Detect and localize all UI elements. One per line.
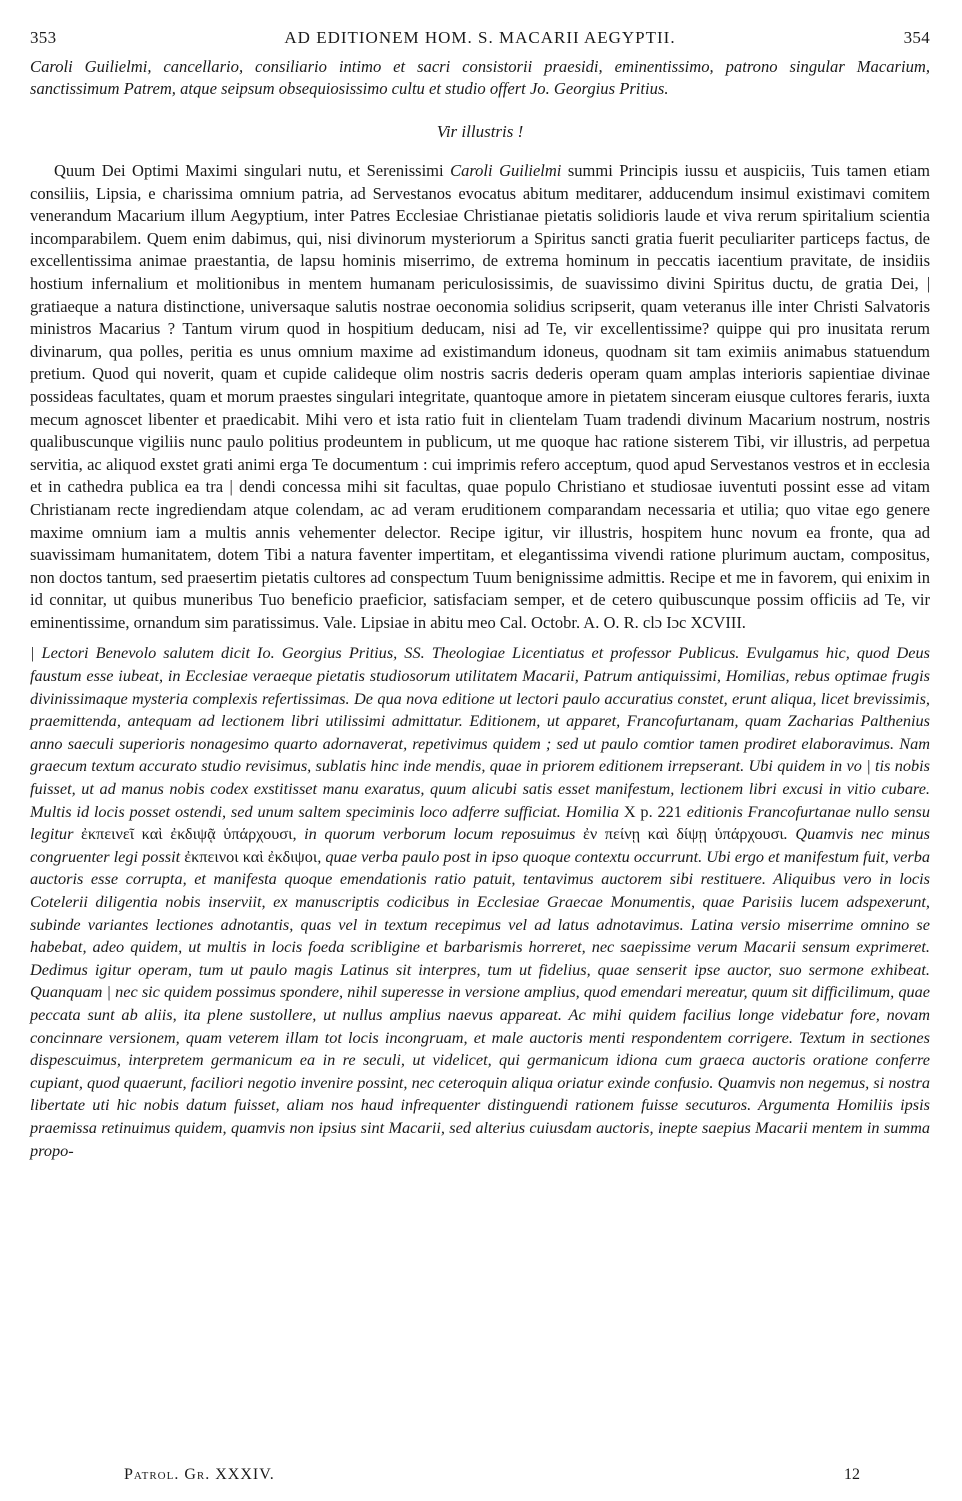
body-intro: Quum Dei Optimi Maximi singulari nutu, et Serenissimi xyxy=(54,161,444,180)
running-head xyxy=(30,28,930,56)
preface-part-1: | Lectori Benevolo salutem dicit Io. Georgius Pritius, SS. Theologiae Licentiatus et professor Publicus. Evulgamus hic, quod Deus faustum esse iubeat, in Ecclesiae veraeque pietatis studiosorum utilitatem Macarii, Patrum antiquissimi, Homilias, rebus optimae frugis divinissimaque mysteria complexis refertissimas. De qua nova editione ut lectori paulo accuratius constet, erunt aliqua, licet brevissimis, praemittenda, antequam ad lectionem libri utilissimi admittatur. Editionem, ut apparet, Francofurtanam, quam Zacharias Palthenius anno saeculi superioris nonagesimo quarto adornaverat, repetivimus quidem ; sed ut paulo comtior tamen prodiret elaboravimus. Nam graecum textum accurato studio revisimus, sublatis hinc inde mendis, quae in priorem editionem irrepserant. Ubi quidem in vo | tis nobis fuisset, ut ad manus nobis codex exstitisset manu exaratus, quum alicubi satis esset manifestum, lectionem libri excusi in vitio cubare. Multis id locis posset ostendi, sed unum saltem speciminis loco adferre sufficiat. Homilia xyxy=(30,643,930,821)
preface-part-3: , in quorum verborum locum reposuimus xyxy=(292,824,576,844)
preface-part-4: . Quamvis nec minus congruenter legi possit xyxy=(30,824,930,866)
letter-body xyxy=(30,160,930,634)
greek-phrase-1: ἐκπεινεῖ καὶ ἐκδιψᾷ ὑπάρχουσι xyxy=(81,824,293,844)
page-footer xyxy=(30,1466,930,1484)
salutation: Vir illustris ! xyxy=(436,122,524,141)
preface-part-5: , quae verba paulo post in ipso quoque contextu occurrunt. Ubi ergo et manifestum fuit, verba auctoris esse corrupta, et manifesta quoque emendationis ratio patuit, tentavimus auctorem sibi restituere. Aliquibus vero in locis Coteleriі diligentia nobis inserviit, ex manuscriptis codicibus in Ecclesiae Graecae Monumentis, quae Parisiis lucem adspexerunt, subinde variantes lectiones adnotantis, quas vel in textum recepimus vel ad latus adnotavimus. Latina versio miserrime omnino se habebat, adeo quidem, ut multis in locis foeda scribligine et barbarismis horreret, nec saepissime verum Macarii sensum exprimeret. Dedimus igitur operam, tum ut paulo magis Latinus sit interpres, tum ut fidelius, quae senserit ipse auctor, suo sermone exhibeat. Quanquam | nec sic quidem possimus spondere, nihil superesse in versione amplius, quod emendari mereatur, quum sit difficilimum, quae peccata sunt ab aliis, ita plene sustollere, ut nullus amplius naevus appareat. Ac mihi quidem facilius longe videbatur fore, novam concinnare versionem, quam veterem illam tot locis incongruam, et male auctoris menti respondentem corrigere. Textum in sectiones dispescuimus, interpretem germanicum ea in re seculi, ut videlicet, qui germanicum idiona cum graeca auctoris oratione conferre cupiant, quod quaerunt, faciliori negotio invenire possint, nec ceteroquin aliqua oriatur exinde confusio. Quamvis non negemus, si nostra libertate uti hic nobis datum fuisset, aliam nos haud infrequenter distinguendi rationem fuisse secuturos. Argumenta Homiliis ipsis praemissa retinuimus quidem, quamvis non ipsius sint Macarii, sed alterius cuiusdam auctoris, inepte saepius Macarii mentem in summa propo- xyxy=(30,846,930,1160)
greek-phrase-2: ἐν πείνῃ καὶ δίψῃ ὑπάρχουσι xyxy=(582,824,784,844)
greek-phrase-3: ἐκπεινοι καὶ ἐκδιψοι xyxy=(184,846,318,866)
dedication: Caroli Guilielmi, cancellario, consiliario intimo et sacri consistorii praesidi, eminentissimo, patrono singular Macarium, sanctissimum Patrem, atque seipsum obsequiosissimo cultu et studio offert Jo. Georgius Pritius. xyxy=(30,57,930,98)
column-number-right: 354 xyxy=(903,28,930,47)
page-title: AD EDITIONEM HOM. S. MACARII AEGYPTII. xyxy=(284,28,676,47)
body-main: summi Principis iussu et auspiciis, Tuis tamen etiam consiliis, Lipsia, e charissima omnium patria, ad Servestanos evocatus abitum meditarer, adducendum insimul existimavi comitem venerandum Macarium illum Aegyptium, inter Patres Ecclesiae Christianae pietatis solidioris laude et viva rerum spiritalium scientia incomparabilem. Quem enim dabimus, qui, nisi divinorum mysteriorum a Spiritus sancti gratia fuerit peculiariter particeps factus, de excellentissima animae praestantia, de lapsu hominis miserrimo, de extrema hominum in peccatis iacentium pravitate, de insidiis hostium infernalium et molitionibus in mentem humanam periculosissimis, de suavissimo divini Spiritus ductu, de gratia Dei, | gratiaeque a natura distinctione, universaque salutis nostrae oeconomia solidius scripserit, quam veteranus ille inter Christi Salvatoris ministros Macarius ? Tantum virum quod in hospitium deducam, nisi ad Te, vir excellentissime? quippe qui pro inusitata rerum divinarum, qua polles, peritia es unus omnium maxime ad existimandum idoneus, quodnam sit tam eximiis animabus statuendum pretium. Quod qui noverit, quam et cupide calideque olim nostris sacris dederis operam quam amplas interioris sapientiae divinae possideas facultates, quam et morum praestes singulari integritate, quantoque amore in pietatem sinceram eiusque cultores feraris, iuxta mecum agnoscet libenter et praedicabit. Mihi vero et ista ratio fuit in clientelam Tuam tradendi divinum Macarium nostrum, nostris qualibuscunque vigiliis nunc paulo politius prodeuntem in publicum, ut me quoque hac ratione sisterem Tibi, vir illustris, ad perpetua servitia, ac aliquod exstet grati animi erga Te documentum : cui imprimis refero acceptum, quod apud Servestanos vestros et in ecclesia et in cathedra publica ea tra | dendi concessa mihi sit facultas, quae populo Christiano et studiosae iuventuti possint esse ad vitam Christianam recte ingrediendam atque colendam, ac ad veram eruditionem comparandam necessaria et utilia; quo vitae ego genere maxime omnium iam a multis annis vehementer delector. Recipe igitur, vir illustris, hospitem hunc novum ea fronte, qua ad suavissimam humanitatem, dotem Tibi a natura faventer impertitam, et elegantissima vivendi ratione plurimum auctam, compositus, non doctos tantum, sed praesertim pietatis cultores ad conspectum Tuum benignissime admittis. Recipe et me in favorem, qui enixim in id connitar, ut quibus muneribus Tuo beneficio praeficior, satisfaciam semper, et de cetero quibuscunque possim officiis ad Te, vir eminentissime, ornandum sim paratissimus. Vale. Lipsiae in abitu meo Cal. Octobr. A. O. R. clɔ Iɔc XCVIII. xyxy=(30,161,931,632)
prince-name: Caroli Guilielmi xyxy=(450,161,562,180)
preface-to-reader xyxy=(30,642,930,1162)
series-label: Patrol. Gr. XXXIV. xyxy=(124,1466,275,1483)
signature-mark: 12 xyxy=(844,1466,860,1483)
column-number-left: 353 xyxy=(30,28,57,47)
page xyxy=(30,28,930,1162)
preface-part-2: editionis Francofurtanae nullo sensu legitur xyxy=(30,801,931,844)
homily-reference: X p. 221 xyxy=(623,801,682,821)
